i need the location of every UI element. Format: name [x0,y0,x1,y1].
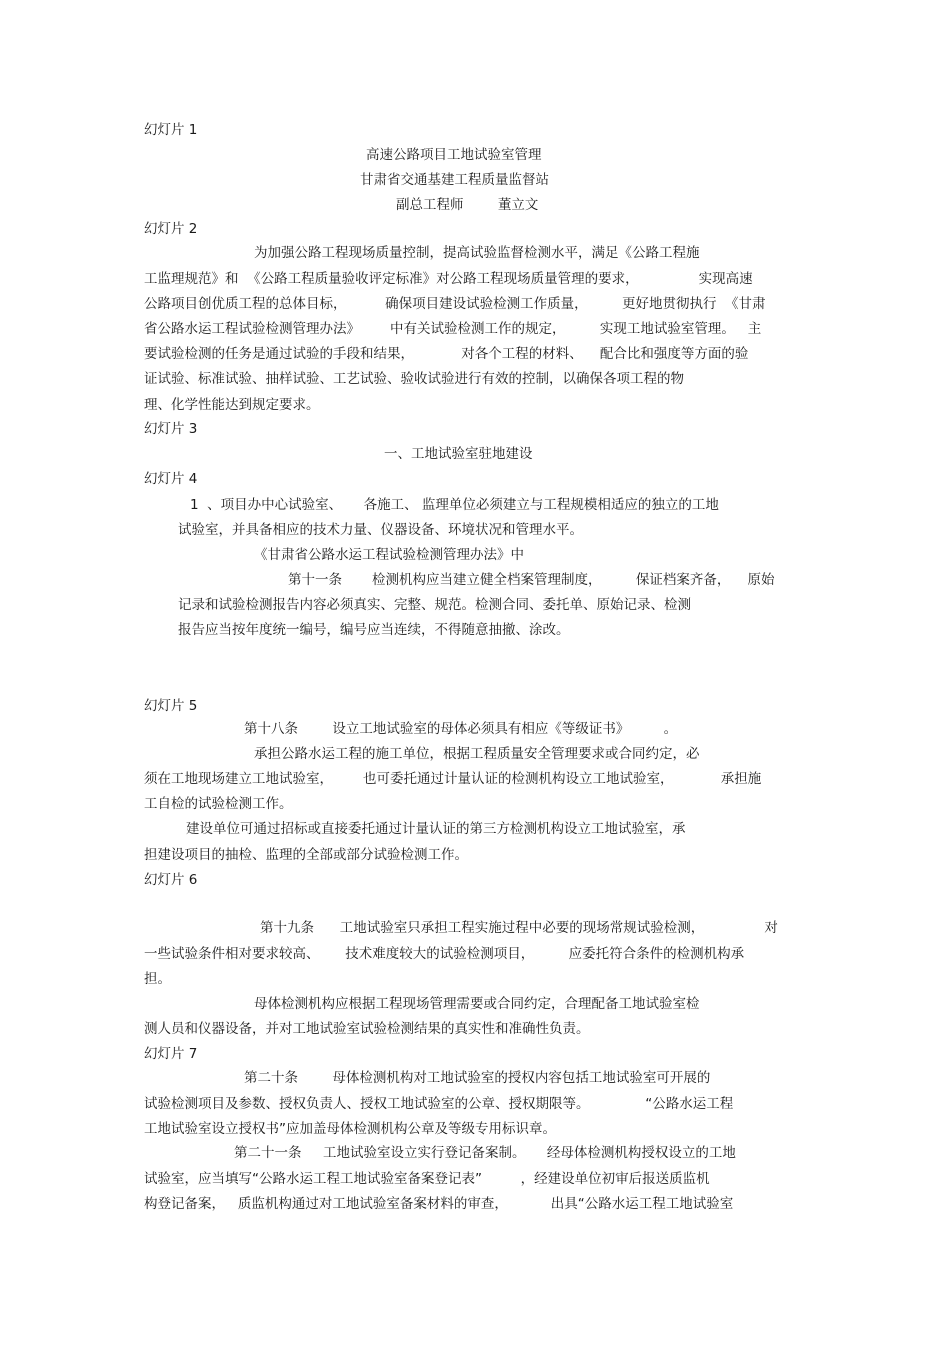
paragraph-line: 工监理规范》和 《公路工程质量验收评定标准》对公路工程现场质量管理的要求， 实现高速 [144,271,753,287]
paragraph-line: 母体检测机构应根据工程现场管理需要或合同约定，合理配备工地试验室检 [254,996,700,1012]
paragraph-line: 担。 [144,971,171,987]
paragraph-line: 试验室，并具备相应的技术力量、仪器设备、环境状况和管理水平。 [178,522,583,538]
slide-label-5: 幻灯片 5 [144,698,198,714]
paragraph-line: 第十一条 检测机构应当建立健全档案管理制度， 保证档案齐备， 原始 [288,572,775,588]
slide-label-3: 幻灯片 3 [144,421,198,437]
paragraph-line: 公路项目创优质工程的总体目标， 确保项目建设试验检测工作质量， 更好地贯彻执行 《甘肃 [144,296,766,312]
doc-author: 副总工程师 董立文 [396,197,539,213]
paragraph-line: 须在工地现场建立工地试验室， 也可委托通过计量认证的检测机构设立工地试验室， 承担施 [144,771,762,787]
slide-label-7: 幻灯片 7 [144,1046,198,1062]
paragraph-line: 报告应当按年度统一编号，编号应当连续，不得随意抽撤、涂改。 [178,622,570,638]
doc-organization: 甘肃省交通基建工程质量监督站 [360,172,549,188]
slide-label-2: 幻灯片 2 [144,221,198,237]
doc-title: 高速公路项目工地试验室管理 [366,147,542,163]
paragraph-line: 试验检测项目及参数、授权负责人、授权工地试验室的公章、授权期限等。 “公路水运工程 [144,1096,734,1112]
paragraph-line: 第二十条 母体检测机构对工地试验室的授权内容包括工地试验室可开展的 [244,1070,711,1086]
paragraph-line: 工地试验室设立授权书”应加盖母体检测机构公章及等级专用标识章。 [144,1121,556,1137]
paragraph-line: 第十九条 工地试验室只承担工程实施过程中必要的现场常规试验检测， 对 [260,920,778,936]
paragraph-line: 记录和试验检测报告内容必须真实、完整、规范。检测合同、委托单、原始记录、检测 [178,597,691,613]
paragraph-line: 省公路水运工程试验检测管理办法》 中有关试验检测工作的规定， 实现工地试验室管理。 主 [144,321,762,337]
paragraph-line: 测人员和仪器设备，并对工地试验室试验检测结果的真实性和准确性负责。 [144,1021,590,1037]
slide-label-1: 幻灯片 1 [144,122,198,138]
slide-label-6: 幻灯片 6 [144,872,198,888]
paragraph-line: 一些试验条件相对要求较高、 技术难度较大的试验检测项目， 应委托符合条件的检测机构承 [144,946,745,962]
paragraph-line: 为加强公路工程现场质量控制，提高试验监督检测水平，满足《公路工程施 [254,245,700,261]
paragraph-line: 承担公路水运工程的施工单位，根据工程质量安全管理要求或合同约定，必 [254,746,700,762]
paragraph-line: 工自检的试验检测工作。 [144,796,293,812]
paragraph-line: 1 、项目办中心试验室、 各施工、 监理单位必须建立与工程规模相适应的独立的工地 [190,497,719,513]
paragraph-line: 要试验检测的任务是通过试验的手段和结果， 对各个工程的材料、 配合比和强度等方面的验 [144,346,749,362]
paragraph-line: 建设单位可通过招标或直接委托通过计量认证的第三方检测机构设立工地试验室，承 [186,821,686,837]
paragraph-line: 构登记备案， 质监机构通过对工地试验室备案材料的审查， 出具“公路水运工程工地试验室 [144,1196,734,1212]
paragraph-line: 第二十一条 工地试验室设立实行登记备案制。 经母体检测机构授权设立的工地 [234,1145,736,1161]
paragraph-line: 理、化学性能达到规定要求。 [144,397,320,413]
section-heading: 一、工地试验室驻地建设 [384,446,533,462]
paragraph-line: 第十八条 设立工地试验室的母体必须具有相应《等级证书》 。 [244,721,678,737]
paragraph-line: 证试验、标准试验、抽样试验、工艺试验、验收试验进行有效的控制，以确保各项工程的物 [144,371,684,387]
paragraph-line: 试验室，应当填写“公路水运工程工地试验室备案登记表” ，经建设单位初审后报送质监机 [144,1171,710,1187]
regulation-title: 《甘肃省公路水运工程试验检测管理办法》中 [254,547,524,563]
paragraph-line: 担建设项目的抽检、监理的全部或部分试验检测工作。 [144,847,468,863]
slide-label-4: 幻灯片 4 [144,471,198,487]
